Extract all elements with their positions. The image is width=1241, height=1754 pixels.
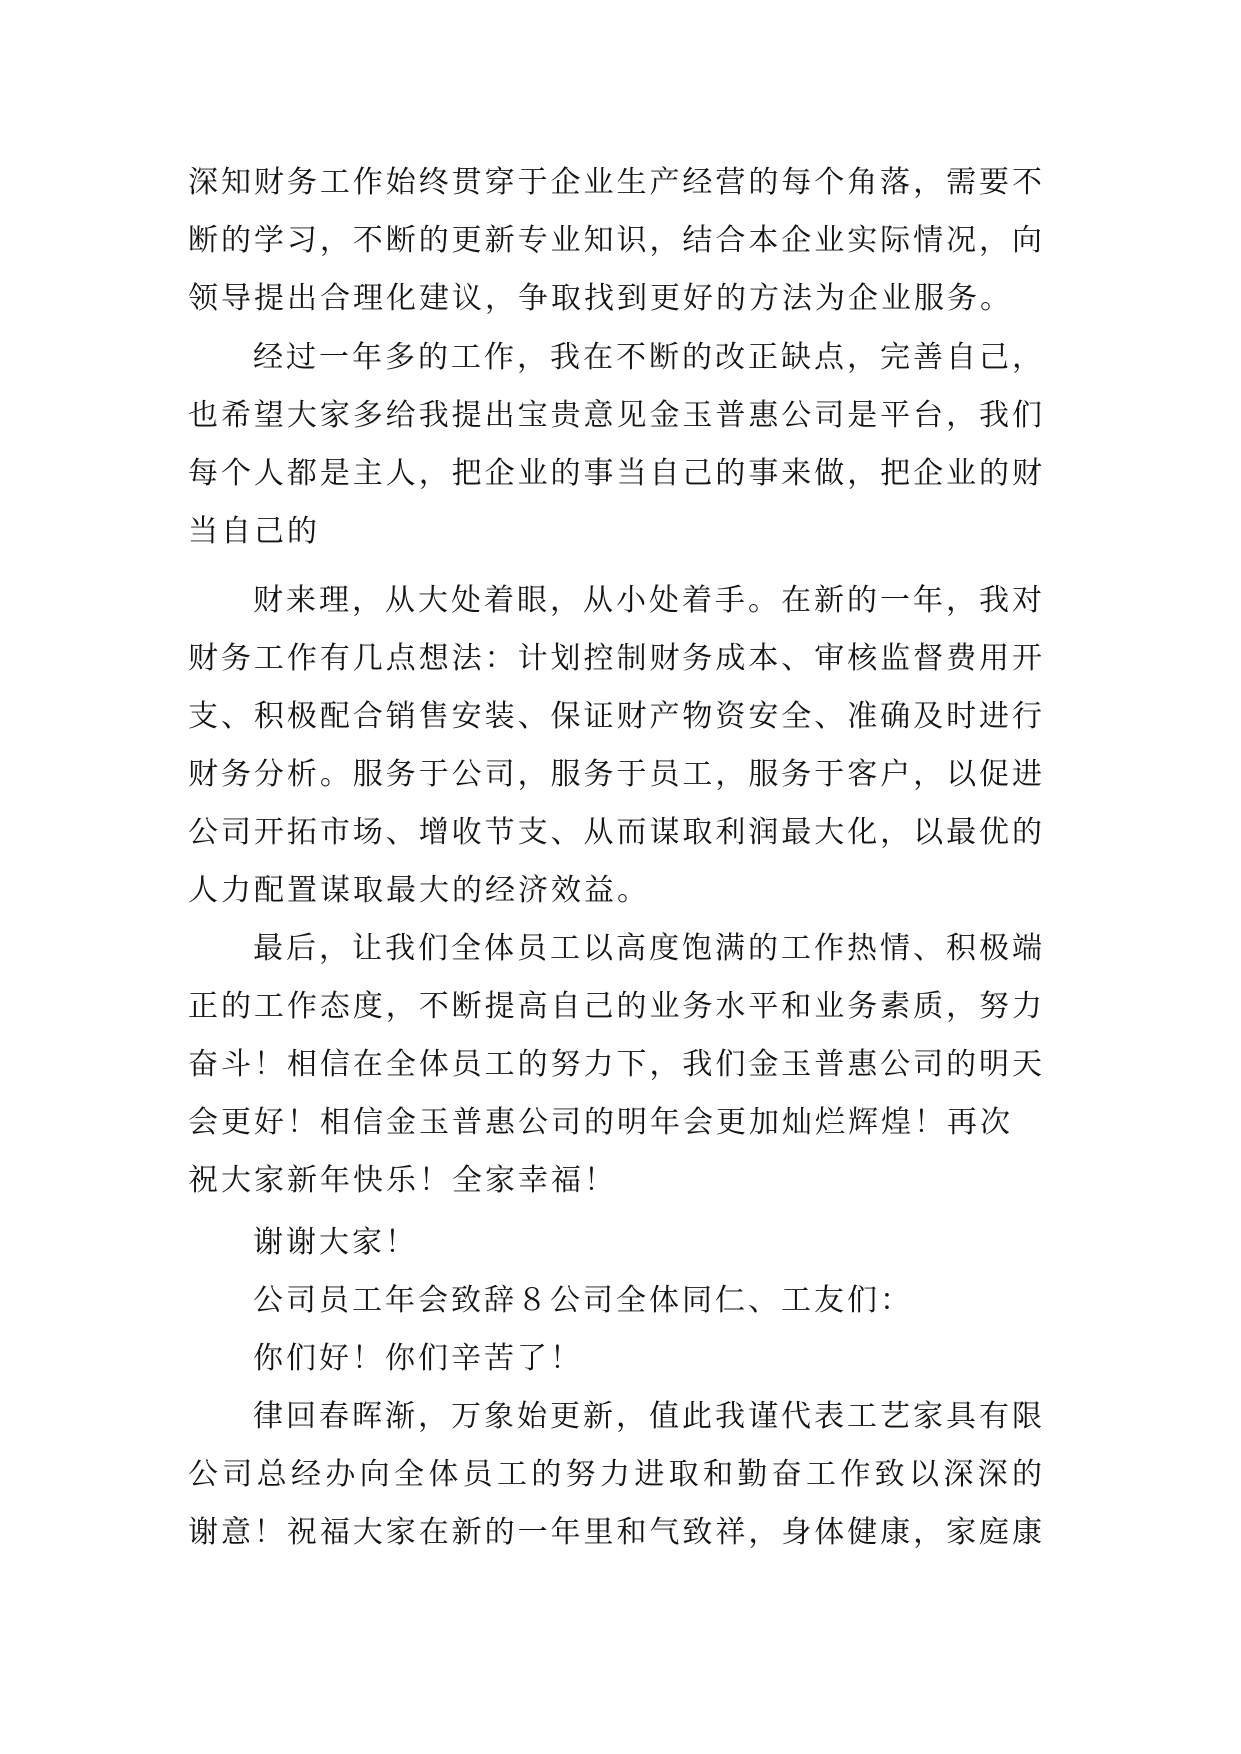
- text-line: 断的学习，不断的更新专业知识，结合本企业实际情况，向: [188, 223, 1042, 258]
- text-line: 支、积极配合销售安装、保证财产物资安全、准确及时进行: [188, 699, 1042, 734]
- text-line: 财务工作有几点想法：计划控制财务成本、审核监督费用开: [188, 641, 1042, 676]
- text-line: 财来理，从大处着眼，从小处着手。在新的一年，我对: [253, 583, 1042, 618]
- text-line: 谢意！祝福大家在新的一年里和气致祥，身体健康，家庭康: [188, 1515, 1042, 1550]
- text-line: 经过一年多的工作，我在不断的改正缺点，完善自己，: [253, 340, 1042, 375]
- text-line: 谢谢大家！: [253, 1225, 418, 1260]
- text-line: 会更好！相信金玉普惠公司的明年会更加灿烂辉煌！再次: [188, 1105, 1013, 1140]
- text-line: 最后，让我们全体员工以高度饱满的工作热情、积极端: [253, 931, 1042, 966]
- text-line: 正的工作态度，不断提高自己的业务水平和业务素质，努力: [188, 989, 1042, 1024]
- text-line: 也希望大家多给我提出宝贵意见金玉普惠公司是平台，我们: [188, 398, 1042, 433]
- text-line: 领导提出合理化建议，争取找到更好的方法为企业服务。: [188, 281, 1013, 316]
- text-line: 你们好！你们辛苦了！: [253, 1341, 583, 1376]
- text-line: 奋斗！相信在全体员工的努力下，我们金玉普惠公司的明天: [188, 1047, 1042, 1082]
- text-line: 人力配置谋取最大的经济效益。: [188, 873, 650, 908]
- text-line: 当自己的: [188, 514, 320, 549]
- text-line: 财务分析。服务于公司，服务于员工，服务于客户，以促进: [188, 757, 1042, 792]
- text-line: 每个人都是主人，把企业的事当自己的事来做，把企业的财: [188, 456, 1042, 491]
- text-line: 公司开拓市场、增收节支、从而谋取利润最大化，以最优的: [188, 815, 1042, 850]
- text-line: 律回春晖渐，万象始更新，值此我谨代表工艺家具有限: [253, 1399, 1042, 1434]
- text-line: 深知财务工作始终贯穿于企业生产经营的每个角落，需要不: [188, 165, 1042, 200]
- text-line: 祝大家新年快乐！全家幸福！: [188, 1163, 617, 1198]
- text-line: 公司员工年会致辞８公司全体同仁、工友们：: [253, 1283, 913, 1318]
- text-line: 公司总经办向全体员工的努力进取和勤奋工作致以深深的: [188, 1457, 1042, 1492]
